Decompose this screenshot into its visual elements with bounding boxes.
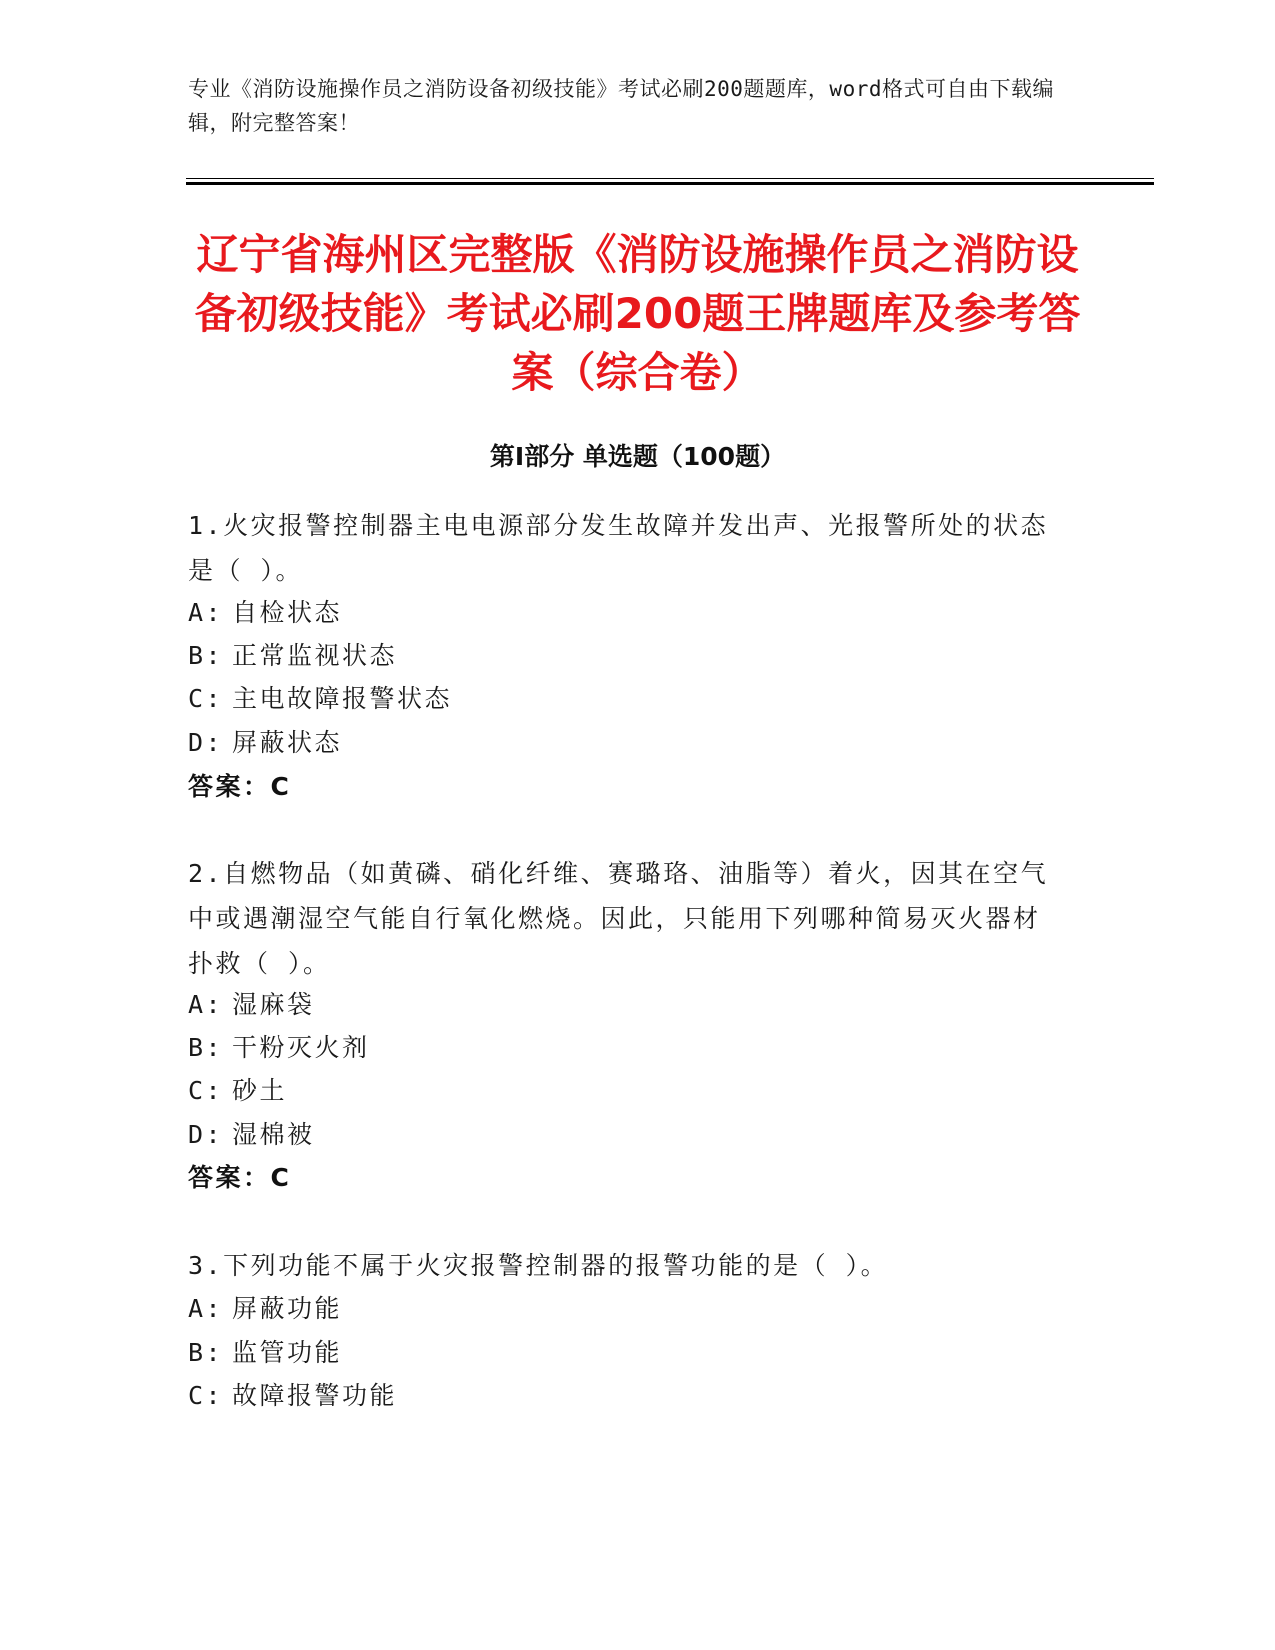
option-key: C: (188, 1381, 224, 1410)
section-title: 第Ⅰ部分 单选题（100题） (489, 442, 786, 471)
option-key: A: (188, 598, 224, 627)
option-b (188, 1330, 342, 1375)
option-key: A: (188, 990, 224, 1019)
option-key: B: (188, 641, 224, 670)
answer: 答案：C (188, 1163, 292, 1192)
answer: 答案：C (188, 772, 292, 801)
option-text: 自检状态 (232, 598, 343, 627)
option-text: 正常监视状态 (232, 641, 398, 670)
option-key: B: (188, 1338, 224, 1367)
header-note: 专业《消防设施操作员之消防设备初级技能》考试必刷200题题库，word格式可自由下载编辑，附完整答案！ (188, 77, 1054, 135)
option-a (188, 590, 342, 635)
option-b (188, 633, 397, 678)
question-text: 1.火灾报警控制器主电电源部分发生故障并发出声、光报警所处的状态是（ ）。 (188, 511, 1049, 585)
option-text: 主电故障报警状态 (232, 684, 453, 713)
question-text: 2.自燃物品（如黄磷、硝化纤维、赛璐珞、油脂等）着火，因其在空气中或遇潮湿空气能自行氧化燃烧。因此，只能用下列哪种简易灭火器材扑救（ ）。 (188, 859, 1049, 978)
option-key: A: (188, 1294, 224, 1323)
option-a (188, 1286, 342, 1331)
option-text: 屏蔽状态 (232, 728, 343, 757)
option-c (188, 1068, 287, 1113)
option-text: 故障报警功能 (232, 1381, 398, 1410)
option-text: 砂土 (232, 1076, 288, 1105)
option-key: D: (188, 1120, 224, 1149)
option-text: 湿麻袋 (232, 990, 315, 1019)
option-key: D: (188, 728, 224, 757)
option-c (188, 676, 452, 721)
option-d (188, 720, 342, 765)
header-divider-thick (186, 182, 1154, 185)
option-text: 湿棉被 (232, 1120, 315, 1149)
option-a (188, 982, 315, 1027)
option-text: 监管功能 (232, 1338, 343, 1367)
option-d (188, 1112, 315, 1157)
document-title: 辽宁省海州区完整版《消防设施操作员之消防设备初级技能》考试必刷200题王牌题库及参考答案（综合卷） (194, 230, 1081, 397)
option-text: 屏蔽功能 (232, 1294, 343, 1323)
option-c (188, 1373, 397, 1418)
option-key: C: (188, 1076, 224, 1105)
option-key: C: (188, 684, 224, 713)
option-b (188, 1025, 370, 1070)
question-text: 3.下列功能不属于火灾报警控制器的报警功能的是（ ）。 (188, 1251, 889, 1280)
option-text: 干粉灭火剂 (232, 1033, 370, 1062)
header-divider-thin (186, 178, 1154, 179)
option-key: B: (188, 1033, 224, 1062)
